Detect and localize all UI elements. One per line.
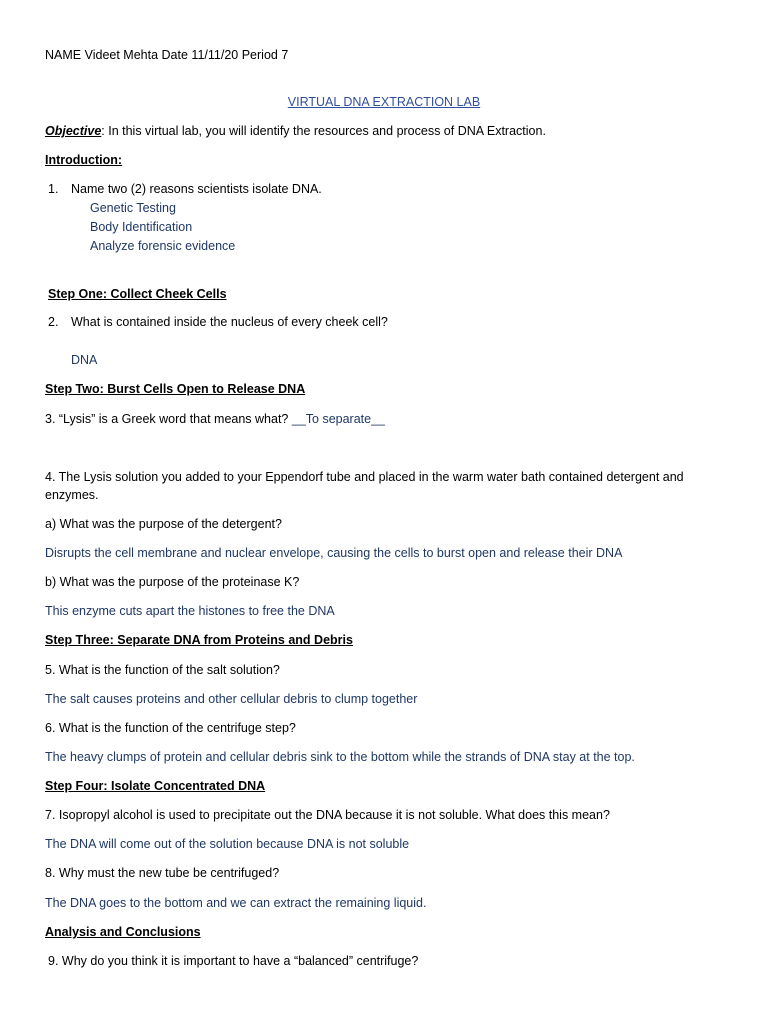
q4a-question: a) What was the purpose of the detergent? <box>45 517 282 531</box>
step-two-heading: Step Two: Burst Cells Open to Release DNA <box>45 382 306 396</box>
page-title: VIRTUAL DNA EXTRACTION LAB <box>287 95 481 109</box>
q4a-answer: Disrupts the cell membrane and nuclear envelope, causing the cells to burst open and release their DNA <box>45 546 623 560</box>
date-value: 11/11/20 <box>191 48 239 62</box>
q5-answer: The salt causes proteins and other cellular debris to clump together <box>45 692 418 706</box>
q1-number: 1. <box>48 182 59 196</box>
q8-answer: The DNA goes to the bottom and we can extract the remaining liquid. <box>45 896 427 910</box>
q8-question: 8. Why must the new tube be centrifuged? <box>45 866 280 880</box>
objective-line <box>45 123 546 139</box>
step-three-heading: Step Three: Separate DNA from Proteins and Debris <box>45 633 353 647</box>
q1-answer-2: Body Identification <box>90 220 193 234</box>
q2-answer: DNA <box>71 353 98 367</box>
date-label: Date <box>161 48 188 62</box>
q5-question: 5. What is the function of the salt solution? <box>45 663 280 677</box>
q7-question: 7. Isopropyl alcohol is used to precipitate out the DNA because it is not soluble. What does this mean? <box>45 808 610 822</box>
q7-answer: The DNA will come out of the solution because DNA is not soluble <box>45 837 410 851</box>
q1-answer-1: Genetic Testing <box>90 201 176 215</box>
q9-question: 9. Why do you think it is important to have a “balanced” centrifuge? <box>48 954 419 968</box>
q6-answer: The heavy clumps of protein and cellular debris sink to the bottom while the strands of DNA stay at the top. <box>45 750 635 764</box>
q3-answer: __To separate__ <box>291 412 386 426</box>
analysis-heading: Analysis and Conclusions <box>45 925 201 939</box>
q2-question: What is contained inside the nucleus of every cheek cell? <box>71 315 388 329</box>
q4b-question: b) What was the purpose of the proteinase K? <box>45 575 300 589</box>
q3-question: 3. “Lysis” is a Greek word that means what? <box>45 412 289 426</box>
name-value: Videet Mehta <box>84 48 159 62</box>
q3-line <box>45 411 385 427</box>
student-info-line <box>45 47 288 63</box>
objective-text: : In this virtual lab, you will identify the resources and process of DNA Extraction. <box>101 124 546 138</box>
period-value: 7 <box>281 48 289 62</box>
name-label: NAME <box>45 48 82 62</box>
q1-answer-3: Analyze forensic evidence <box>90 239 236 253</box>
step-four-heading: Step Four: Isolate Concentrated DNA <box>45 779 266 793</box>
q4-question: 4. The Lysis solution you added to your Eppendorf tube and placed in the warm water bath contained detergent and enzymes. <box>45 470 684 502</box>
period-label: Period <box>241 48 278 62</box>
q6-question: 6. What is the function of the centrifuge step? <box>45 721 296 735</box>
step-one-heading: Step One: Collect Cheek Cells <box>48 287 227 301</box>
q2-number: 2. <box>48 315 59 329</box>
objective-label: Objective <box>45 124 102 138</box>
q4b-answer: This enzyme cuts apart the histones to free the DNA <box>45 604 335 618</box>
q1-question: Name two (2) reasons scientists isolate DNA. <box>71 182 322 196</box>
introduction-heading: Introduction: <box>45 153 123 167</box>
